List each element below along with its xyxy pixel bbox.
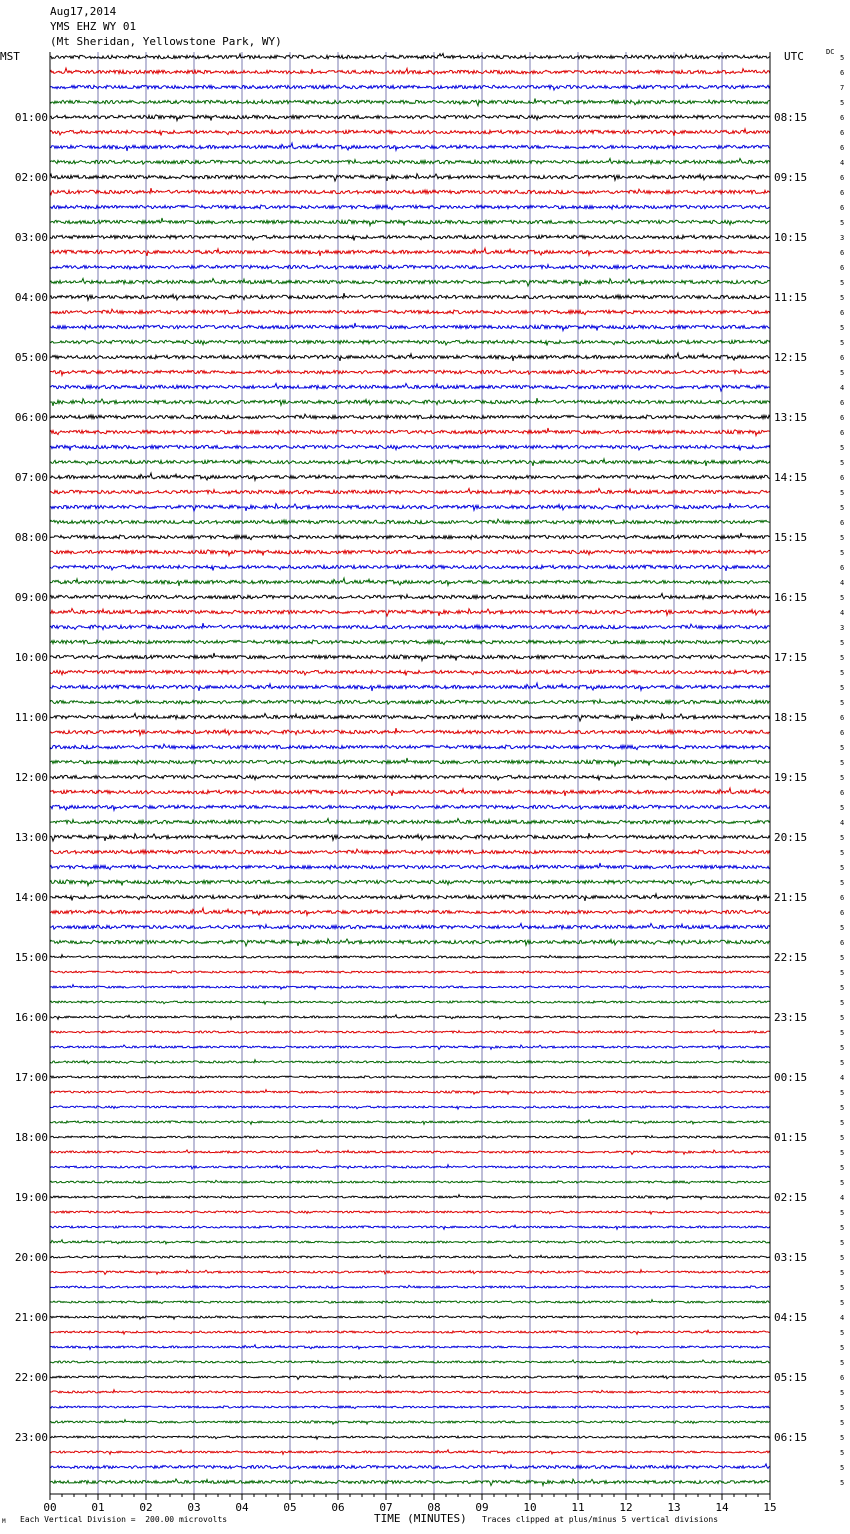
trace-row-84 — [50, 1300, 770, 1304]
dc-offset-87: 5 — [840, 1344, 845, 1352]
dc-offset-85: 4 — [840, 1314, 845, 1322]
trace-row-15 — [50, 265, 770, 270]
dc-offset-64: 5 — [840, 999, 845, 1007]
trace-row-27 — [50, 445, 770, 450]
trace-row-62 — [50, 971, 770, 974]
trace-row-21 — [50, 353, 770, 361]
utc-label-21:15: 21:15 — [774, 891, 808, 904]
dc-offset-95: 5 — [840, 1464, 845, 1472]
mst-label-12:00: 12:00 — [14, 771, 48, 784]
utc-label-14:15: 14:15 — [774, 471, 808, 484]
dc-offset-82: 5 — [840, 1269, 845, 1277]
dc-offset-15: 6 — [840, 264, 845, 272]
mst-label-06:00: 06:00 — [14, 411, 48, 424]
dc-offset-90: 5 — [840, 1389, 845, 1397]
dc-offset-72: 5 — [840, 1119, 845, 1127]
dc-offset-5: 6 — [840, 114, 845, 122]
dc-offset-55: 5 — [840, 864, 845, 872]
trace-row-32 — [50, 519, 770, 524]
dc-offset-8: 4 — [840, 159, 845, 167]
dc-offset-86: 5 — [840, 1329, 845, 1337]
trace-row-7 — [50, 143, 770, 151]
utc-label-15:15: 15:15 — [774, 531, 808, 544]
mst-label-16:00: 16:00 — [14, 1011, 48, 1024]
dc-offset-29: 6 — [840, 474, 845, 482]
station-location: (Mt Sheridan, Yellowstone Park, WY) — [50, 35, 282, 48]
trace-row-31 — [50, 503, 770, 511]
trace-row-17 — [50, 293, 770, 300]
plot-date: Aug17,2014 — [50, 5, 117, 18]
trace-row-72 — [50, 1120, 770, 1125]
dc-offset-44: 5 — [840, 699, 845, 707]
mst-label-02:00: 02:00 — [14, 171, 48, 184]
dc-offset-89: 6 — [840, 1374, 845, 1382]
dc-offset-43: 5 — [840, 684, 845, 692]
trace-row-5 — [50, 115, 770, 121]
trace-row-75 — [50, 1165, 770, 1169]
trace-row-19 — [50, 323, 770, 331]
utc-label-03:15: 03:15 — [774, 1251, 808, 1264]
trace-row-63 — [50, 985, 770, 989]
trace-row-61 — [50, 955, 770, 958]
dc-offset-91: 5 — [840, 1404, 845, 1412]
utc-label-22:15: 22:15 — [774, 951, 808, 964]
trace-row-79 — [50, 1225, 770, 1229]
trace-row-43 — [50, 683, 770, 691]
trace-row-37 — [50, 594, 770, 600]
trace-row-2 — [50, 68, 770, 74]
mst-label-09:00: 09:00 — [14, 591, 48, 604]
x-tick-label-12: 12 — [619, 1501, 633, 1514]
dc-offset-34: 5 — [840, 549, 845, 557]
trace-row-77 — [50, 1195, 770, 1199]
mst-label-14:00: 14:00 — [14, 891, 48, 904]
x-tick-label-06: 06 — [331, 1501, 345, 1514]
trace-row-65 — [50, 1015, 770, 1020]
dc-offset-7: 6 — [840, 144, 845, 152]
dc-offset-17: 5 — [840, 294, 845, 302]
trace-row-30 — [50, 489, 770, 494]
utc-label-23:15: 23:15 — [774, 1011, 808, 1024]
mst-label-20:00: 20:00 — [14, 1251, 48, 1264]
dc-offset-73: 5 — [840, 1134, 845, 1142]
dc-offset-76: 5 — [840, 1179, 845, 1187]
utc-label-11:15: 11:15 — [774, 291, 808, 304]
trace-row-92 — [50, 1420, 770, 1424]
mst-label-10:00: 10:00 — [14, 651, 48, 664]
dc-offset-28: 5 — [840, 459, 845, 467]
trace-row-36 — [50, 578, 770, 586]
dc-offset-66: 5 — [840, 1029, 845, 1037]
mst-label-15:00: 15:00 — [14, 951, 48, 964]
trace-row-69 — [50, 1076, 770, 1079]
dc-offset-27: 5 — [840, 444, 845, 452]
dc-offset-37: 5 — [840, 594, 845, 602]
dc-offset-4: 5 — [840, 99, 845, 107]
utc-label-12:15: 12:15 — [774, 351, 808, 364]
trace-row-16 — [50, 279, 770, 286]
dc-offset-52: 4 — [840, 819, 845, 827]
x-tick-label-14: 14 — [715, 1501, 729, 1514]
dc-offset-74: 5 — [840, 1149, 845, 1157]
trace-row-95 — [50, 1464, 770, 1469]
utc-label-06:15: 06:15 — [774, 1431, 808, 1444]
trace-row-47 — [50, 744, 770, 749]
dc-offset-23: 4 — [840, 384, 845, 392]
trace-row-40 — [50, 640, 770, 645]
dc-offset-96: 5 — [840, 1479, 845, 1487]
dc-offset-32: 6 — [840, 519, 845, 527]
dc-offset-78: 5 — [840, 1209, 845, 1217]
trace-row-24 — [50, 398, 770, 406]
mst-label-01:00: 01:00 — [14, 111, 48, 124]
trace-row-94 — [50, 1450, 770, 1455]
trace-row-93 — [50, 1436, 770, 1439]
trace-row-86 — [50, 1330, 770, 1334]
trace-row-45 — [50, 714, 770, 721]
utc-label-02:15: 02:15 — [774, 1191, 808, 1204]
trace-row-89 — [50, 1375, 770, 1379]
trace-row-91 — [50, 1406, 770, 1409]
trace-row-22 — [50, 370, 770, 376]
x-axis-title: TIME (MINUTES) — [374, 1512, 467, 1525]
utc-label-17:15: 17:15 — [774, 651, 808, 664]
dc-offset-83: 5 — [840, 1284, 845, 1292]
trace-row-70 — [50, 1090, 770, 1094]
trace-row-34 — [50, 550, 770, 556]
dc-offset-65: 5 — [840, 1014, 845, 1022]
x-tick-label-00: 00 — [43, 1501, 57, 1514]
dc-offset-84: 5 — [840, 1299, 845, 1307]
utc-label-13:15: 13:15 — [774, 411, 808, 424]
trace-row-13 — [50, 235, 770, 240]
x-tick-label-10: 10 — [523, 1501, 537, 1514]
mst-label-08:00: 08:00 — [14, 531, 48, 544]
dc-offset-40: 5 — [840, 639, 845, 647]
dc-offset-26: 6 — [840, 429, 845, 437]
trace-row-48 — [50, 758, 770, 766]
dc-offset-61: 5 — [840, 954, 845, 962]
trace-row-82 — [50, 1270, 770, 1275]
utc-label-09:15: 09:15 — [774, 171, 808, 184]
dc-offset-10: 6 — [840, 189, 845, 197]
trace-row-71 — [50, 1106, 770, 1109]
trace-row-50 — [50, 788, 770, 796]
dc-offset-57: 6 — [840, 894, 845, 902]
mst-label-03:00: 03:00 — [14, 231, 48, 244]
trace-row-35 — [50, 565, 770, 571]
dc-offset-6: 6 — [840, 129, 845, 137]
trace-row-49 — [50, 775, 770, 780]
dc-offset-9: 6 — [840, 174, 845, 182]
dc-offset-67: 5 — [840, 1044, 845, 1052]
scale-note: Each Vertical Division = 200.00 microvolts — [20, 1515, 228, 1524]
dc-offset-75: 5 — [840, 1164, 845, 1172]
trace-row-67 — [50, 1045, 770, 1049]
dc-offset-column — [840, 54, 844, 1487]
trace-row-11 — [50, 205, 770, 210]
mst-label-17:00: 17:00 — [14, 1071, 48, 1084]
dc-offset-53: 5 — [840, 834, 845, 842]
trace-rows — [50, 53, 770, 1485]
trace-row-33 — [50, 533, 770, 540]
mst-label-19:00: 19:00 — [14, 1191, 48, 1204]
trace-row-96 — [50, 1479, 770, 1486]
trace-row-59 — [50, 924, 770, 930]
trace-row-88 — [50, 1360, 770, 1363]
dc-offset-59: 5 — [840, 924, 845, 932]
trace-row-80 — [50, 1240, 770, 1244]
mst-label-11:00: 11:00 — [14, 711, 48, 724]
corner-mark: M — [2, 1518, 6, 1525]
right-zone-label: UTC — [784, 50, 804, 63]
trace-row-44 — [50, 700, 770, 705]
trace-row-76 — [50, 1180, 770, 1183]
mst-label-13:00: 13:00 — [14, 831, 48, 844]
left-zone-label: MST — [0, 50, 20, 63]
dc-offset-21: 6 — [840, 354, 845, 362]
trace-row-4 — [50, 99, 770, 106]
dc-offset-54: 5 — [840, 849, 845, 857]
dc-offset-81: 5 — [840, 1254, 845, 1262]
dc-offset-1: 5 — [840, 54, 845, 62]
x-tick-label-01: 01 — [91, 1501, 105, 1514]
dc-offset-20: 5 — [840, 339, 845, 347]
trace-row-87 — [50, 1345, 770, 1350]
dc-offset-68: 5 — [840, 1059, 845, 1067]
trace-row-53 — [50, 833, 770, 841]
dc-offset-38: 4 — [840, 609, 845, 617]
dc-offset-41: 5 — [840, 654, 845, 662]
dc-offset-63: 5 — [840, 984, 845, 992]
trace-row-60 — [50, 939, 770, 946]
utc-label-08:15: 08:15 — [774, 111, 808, 124]
x-tick-label-13: 13 — [667, 1501, 681, 1514]
trace-row-42 — [50, 670, 770, 675]
dc-offset-25: 6 — [840, 414, 845, 422]
trace-row-68 — [50, 1060, 770, 1064]
trace-row-20 — [50, 340, 770, 345]
trace-row-41 — [50, 653, 770, 661]
utc-hour-labels — [774, 111, 807, 1444]
utc-label-18:15: 18:15 — [774, 711, 808, 724]
trace-row-90 — [50, 1390, 770, 1393]
dc-offset-49: 5 — [840, 774, 845, 782]
trace-row-1 — [50, 53, 770, 58]
trace-row-12 — [50, 218, 770, 226]
trace-row-46 — [50, 728, 770, 735]
dc-offset-70: 5 — [840, 1089, 845, 1097]
mst-label-18:00: 18:00 — [14, 1131, 48, 1144]
dc-offset-12: 5 — [840, 219, 845, 227]
dc-offset-18: 6 — [840, 309, 845, 317]
mst-label-21:00: 21:00 — [14, 1311, 48, 1324]
trace-row-25 — [50, 414, 770, 419]
trace-row-39 — [50, 623, 770, 629]
trace-row-38 — [50, 609, 770, 616]
dc-offset-2: 6 — [840, 69, 845, 77]
mst-label-07:00: 07:00 — [14, 471, 48, 484]
utc-label-01:15: 01:15 — [774, 1131, 808, 1144]
dc-offset-51: 5 — [840, 804, 845, 812]
dc-offset-46: 6 — [840, 729, 845, 737]
x-tick-label-02: 02 — [139, 1501, 153, 1514]
utc-label-05:15: 05:15 — [774, 1371, 808, 1384]
x-tick-label-11: 11 — [571, 1501, 585, 1514]
dc-offset-36: 4 — [840, 579, 845, 587]
trace-row-74 — [50, 1150, 770, 1154]
dc-offset-16: 5 — [840, 279, 845, 287]
x-tick-label-09: 09 — [475, 1501, 489, 1514]
trace-row-52 — [50, 819, 770, 824]
dc-offset-69: 4 — [840, 1074, 845, 1082]
dc-offset-22: 5 — [840, 369, 845, 377]
trace-row-9 — [50, 174, 770, 181]
time-axis — [43, 1494, 776, 1514]
trace-row-8 — [50, 159, 770, 165]
x-tick-label-04: 04 — [235, 1501, 249, 1514]
dc-offset-60: 6 — [840, 939, 845, 947]
trace-row-66 — [50, 1030, 770, 1033]
utc-label-00:15: 00:15 — [774, 1071, 808, 1084]
dc-offset-19: 5 — [840, 324, 845, 332]
dc-offset-3: 7 — [840, 84, 845, 92]
dc-offset-35: 6 — [840, 564, 845, 572]
dc-offset-88: 5 — [840, 1359, 845, 1367]
trace-row-29 — [50, 473, 770, 480]
trace-row-58 — [50, 908, 770, 915]
dc-offset-94: 5 — [840, 1449, 845, 1457]
trace-row-83 — [50, 1285, 770, 1288]
dc-offset-79: 5 — [840, 1224, 845, 1232]
mst-label-23:00: 23:00 — [14, 1431, 48, 1444]
trace-row-78 — [50, 1211, 770, 1214]
dc-offset-30: 5 — [840, 489, 845, 497]
x-tick-label-15: 15 — [763, 1501, 777, 1514]
dc-offset-42: 5 — [840, 669, 845, 677]
dc-offset-14: 6 — [840, 249, 845, 257]
mst-label-04:00: 04:00 — [14, 291, 48, 304]
dc-offset-39: 3 — [840, 624, 845, 632]
dc-offset-48: 5 — [840, 759, 845, 767]
trace-row-51 — [50, 805, 770, 810]
x-tick-label-05: 05 — [283, 1501, 297, 1514]
dc-offset-62: 5 — [840, 969, 845, 977]
utc-label-04:15: 04:15 — [774, 1311, 808, 1324]
dc-offset-80: 5 — [840, 1239, 845, 1247]
dc-offset-31: 5 — [840, 504, 845, 512]
trace-row-14 — [50, 248, 770, 256]
trace-row-56 — [50, 880, 770, 886]
x-tick-label-07: 07 — [379, 1501, 393, 1514]
trace-row-6 — [50, 129, 770, 136]
utc-label-19:15: 19:15 — [774, 771, 808, 784]
dc-offset-56: 5 — [840, 879, 845, 887]
x-tick-label-03: 03 — [187, 1501, 201, 1514]
trace-row-54 — [50, 849, 770, 854]
utc-label-20:15: 20:15 — [774, 831, 808, 844]
trace-row-3 — [50, 85, 770, 90]
trace-row-23 — [50, 384, 770, 391]
dc-offset-92: 5 — [840, 1419, 845, 1427]
trace-row-57 — [50, 894, 770, 901]
trace-row-10 — [50, 188, 770, 194]
mst-label-05:00: 05:00 — [14, 351, 48, 364]
dc-offset-47: 5 — [840, 744, 845, 752]
mst-label-22:00: 22:00 — [14, 1371, 48, 1384]
dc-offset-58: 6 — [840, 909, 845, 917]
utc-label-10:15: 10:15 — [774, 231, 808, 244]
trace-row-81 — [50, 1255, 770, 1258]
dc-offset-33: 5 — [840, 534, 845, 542]
trace-row-26 — [50, 428, 770, 436]
mst-hour-labels — [15, 111, 48, 1444]
dc-offset-13: 3 — [840, 234, 845, 242]
clip-note: Traces clipped at plus/minus 5 vertical divisions — [482, 1515, 719, 1524]
x-tick-label-08: 08 — [427, 1501, 441, 1514]
trace-row-73 — [50, 1136, 770, 1139]
dc-offset-11: 6 — [840, 204, 845, 212]
dc-offset-24: 6 — [840, 399, 845, 407]
dc-offset-71: 5 — [840, 1104, 845, 1112]
trace-row-55 — [50, 863, 770, 870]
dc-offset-77: 4 — [840, 1194, 845, 1202]
trace-row-64 — [50, 1001, 770, 1004]
dc-offset-93: 5 — [840, 1434, 845, 1442]
dc-offset-50: 6 — [840, 789, 845, 797]
station-code: YMS EHZ WY 01 — [50, 20, 137, 33]
trace-row-85 — [50, 1316, 770, 1319]
trace-row-18 — [50, 309, 770, 314]
dc-offset-45: 6 — [840, 714, 845, 722]
trace-row-28 — [50, 459, 770, 466]
utc-label-16:15: 16:15 — [774, 591, 808, 604]
dc-column-header: DC — [826, 48, 835, 56]
